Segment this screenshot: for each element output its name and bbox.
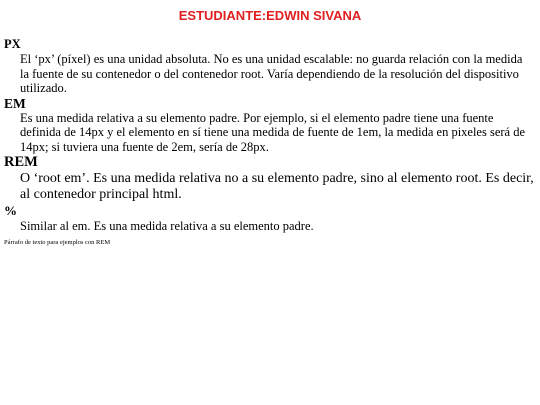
definition-list	[4, 37, 534, 234]
definition-percent: Similar al em. Es una medida relativa a su elemento padre.	[20, 219, 314, 233]
term-em: EM	[4, 95, 26, 111]
definition-rem: O ‘root em’. Es una medida relativa no a su elemento padre, sino al elemento root. Es decir, al contenedor principal html.	[20, 171, 534, 202]
rem-example-paragraph: Párrafo de texto para ejemplos con REM	[4, 239, 111, 246]
term-percent: %	[4, 203, 17, 218]
term-rem: REM	[4, 154, 38, 170]
definition-em: Es una medida relativa a su elemento padre. Por ejemplo, si el elemento padre tiene una fuente definida de 14px y el elemento en sí tiene una medida de fuente de 1em, la medida en pixeles será de 14px; si tuviera una fuente de 2em, sería de 28px.	[20, 110, 526, 154]
page-title: ESTUDIANTE:EDWIN SIVANA	[178, 8, 362, 23]
definition-list-container	[4, 37, 534, 234]
definition-px: El ‘px’ (píxel) es una unidad absoluta. No es una unidad escalable: no guarda relación con la medida la fuente de su contenedor o del contenedor root. Varía dependiendo de la resolución del dispositivo utilizado.	[20, 52, 523, 95]
term-px: PX	[4, 37, 21, 51]
